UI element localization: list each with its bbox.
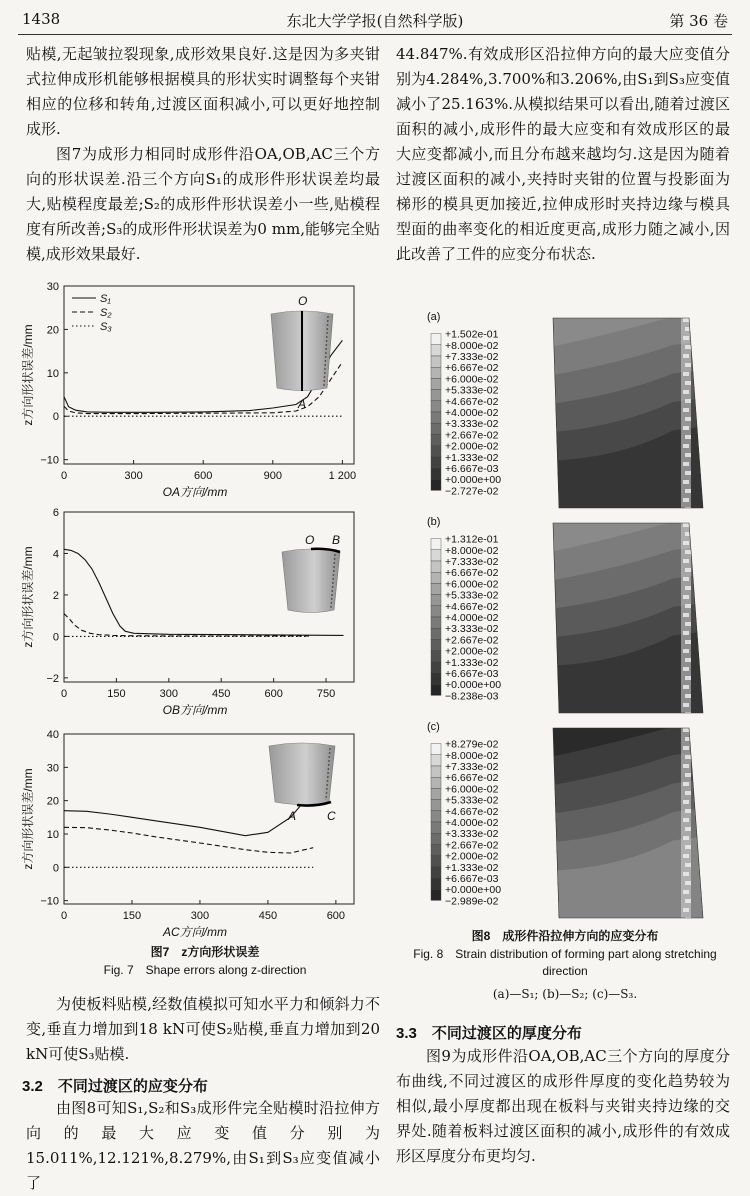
legend-label: S₁ — [100, 293, 111, 305]
y-tick-label: 4 — [52, 548, 59, 561]
x-tick-label: 600 — [264, 688, 283, 700]
legend-value: +7.333e-02 — [445, 351, 499, 363]
clamp-mark — [683, 703, 689, 707]
x-tick-label: 300 — [190, 910, 210, 922]
legend-color-band — [431, 651, 441, 662]
fig8-caption-en: Fig. 8 Strain distribution of forming part along stretching direction — [413, 947, 717, 978]
clamp-mark — [683, 480, 689, 484]
legend-color-band — [431, 684, 441, 695]
legend-value: +8.000e-02 — [445, 749, 499, 762]
clamp-mark — [683, 426, 689, 430]
clamp-mark — [683, 559, 689, 563]
legend-value: +1.502e-01 — [445, 328, 499, 341]
clamp-mark — [683, 667, 689, 671]
journal-title: 东北大学学报(自然科学版) — [286, 12, 464, 30]
legend-value: +3.333e-02 — [445, 828, 499, 841]
clamp-mark — [683, 854, 689, 858]
clamp-mark — [685, 712, 691, 716]
clamp-mark — [683, 595, 689, 599]
legend-color-band — [431, 434, 441, 445]
legend-color-band — [431, 867, 441, 878]
strain-contour-plot — [553, 313, 703, 512]
legend-color-band — [431, 800, 441, 811]
fig7-caption-zh: 图7 z方向形状误差 — [150, 945, 260, 959]
legend-value: +0.000e+00 — [445, 474, 502, 487]
left-paragraph-4-block — [26, 1096, 380, 1196]
clamp-mark — [685, 694, 691, 698]
clamp-mark — [685, 345, 691, 349]
x-tick-label: 450 — [258, 910, 278, 922]
legend-color-band — [431, 889, 441, 900]
clamp-mark — [685, 622, 691, 626]
y-tick-label: 0 — [52, 411, 59, 424]
legend-value: +4.000e-02 — [445, 407, 499, 419]
clamp-mark — [683, 462, 689, 466]
legend-value: +6.667e-03 — [445, 873, 499, 885]
fig7-panel-3 — [20, 729, 354, 939]
legend-color-band — [431, 572, 441, 583]
clamp-mark — [683, 872, 689, 876]
legend-value: +2.667e-02 — [445, 839, 499, 852]
legend-value: +4.000e-02 — [445, 817, 499, 829]
clamp-mark — [683, 631, 689, 635]
legend-value: +4.667e-02 — [445, 805, 499, 818]
clamp-mark — [685, 755, 691, 759]
clamp-mark — [683, 818, 689, 822]
inset-point-A: A — [288, 809, 297, 823]
right-top-text — [396, 42, 730, 267]
clamp-mark — [685, 658, 691, 662]
legend-value: +6.000e-02 — [445, 373, 499, 386]
legend-color-band — [431, 334, 441, 345]
clamp-mark — [683, 728, 689, 732]
left-paragraph-1: 贴模,无起皱拉裂现象,成形效果良好.这是因为多夹钳式拉伸成形机能够根据模具的形状实时调整每个夹钳相应的位移和转角,过渡区面积减小,可以更好地控制成形. — [26, 45, 380, 138]
clamp-mark — [685, 507, 691, 511]
panel-label: (c) — [427, 721, 440, 733]
legend-color-band — [431, 539, 441, 550]
legend-color-band — [431, 367, 441, 378]
clamp-mark — [685, 676, 691, 680]
formed-part-inset — [269, 743, 335, 805]
legend-value: +6.000e-02 — [445, 578, 499, 591]
legend-color-band — [431, 479, 441, 490]
x-tick-label: 900 — [263, 470, 282, 482]
y-tick-label: 2 — [52, 589, 59, 602]
legend-value: +8.000e-02 — [445, 339, 499, 352]
legend-value: +3.333e-02 — [445, 623, 499, 636]
x-axis-label: OA方向/mm — [162, 485, 228, 499]
clamp-mark — [683, 890, 689, 894]
clamp-mark — [683, 408, 689, 412]
legend-value: +2.667e-02 — [445, 634, 499, 647]
y-tick-label: 10 — [46, 829, 59, 841]
right-paragraph-1: 44.847%.有效成形区沿拉伸方向的最大应变值分别为4.284%,3.700%和3.206%,由S₁到S₃应变值减小了25.163%.从模拟结果可以看出,随着过渡区面积的减小,成形件的最大应变和有效成形区的最大应变都减小,而且分布越来越均匀.这是因为随着过渡区面积的减小,夹持时夹钳的位置与投影面为梯形的模具更加接近,拉伸成形时夹持边缘与模具型面的曲率变化的相近度更高,成形力随之减小,因此改善了工件的应变分布状态. — [396, 45, 730, 263]
legend-value: +4.667e-02 — [445, 600, 499, 613]
legend-color-band — [431, 673, 441, 684]
legend-value: +1.333e-02 — [445, 451, 499, 464]
legend-color-band — [431, 345, 441, 356]
legend-color-band — [431, 446, 441, 457]
clamp-mark — [685, 363, 691, 367]
clamp-mark — [685, 453, 691, 457]
legend-value: +1.333e-02 — [445, 861, 499, 874]
clamp-mark — [683, 390, 689, 394]
legend-color-band — [431, 595, 441, 606]
legend-value: +1.333e-02 — [445, 656, 499, 669]
legend-color-band — [431, 550, 441, 561]
series-line-2 — [64, 614, 309, 636]
legend-color-band — [431, 856, 441, 867]
legend-value: +8.000e-02 — [445, 544, 499, 557]
legend-color-band — [431, 788, 441, 799]
clamp-mark — [685, 417, 691, 421]
y-tick-label: −2 — [46, 672, 59, 685]
right-paragraph-2: 图9为成形件沿OA,OB,AC三个方向的厚度分布曲线,不同过渡区的成形件厚度的变化趋势较为相似,最小厚度都出现在板料与夹钳夹持边缘的交界处.随着板料过渡区面积的减小,成形件的有效成形区厚度分布更均匀. — [396, 1047, 730, 1165]
clamp-mark — [685, 917, 691, 921]
left-paragraph-4: 由图8可知S₁,S₂和S₃成形件完全贴模时沿拉伸方向的最大应变值分别为15.011%,12.121%,8.279%,由S₁到S₃应变值减小了 — [26, 1099, 380, 1192]
clamp-mark — [683, 908, 689, 912]
clamp-mark — [685, 881, 691, 885]
section-3-3-heading: 3.3 不同过渡区的厚度分布 — [396, 1025, 582, 1042]
clamp-mark — [685, 399, 691, 403]
legend-label: S₃ — [100, 321, 112, 333]
legend-value: +2.000e-02 — [445, 850, 499, 863]
clamp-mark — [683, 336, 689, 340]
legend-value: +5.333e-02 — [445, 589, 499, 602]
left-paragraph-3: 为使板料贴模,经数值模拟可知水平力和倾斜力不变,垂直力增加到18 kN可使S₂贴模,垂直力增加到20 kN可使S₃贴模. — [26, 995, 380, 1063]
legend-color-band — [431, 356, 441, 367]
fig8-panel-a — [427, 311, 703, 511]
clamp-mark — [685, 586, 691, 590]
clamp-mark — [685, 568, 691, 572]
series-line-2 — [64, 827, 313, 853]
y-tick-label: 20 — [46, 324, 59, 337]
legend-value: +6.000e-02 — [445, 783, 499, 796]
y-axis-label: z方向形状误差/mm — [21, 324, 35, 426]
clamp-mark — [683, 649, 689, 653]
legend-label: S₂ — [100, 307, 112, 319]
y-tick-label: 40 — [46, 729, 59, 741]
y-tick-label: 30 — [46, 762, 59, 775]
x-axis-label: OB方向/mm — [162, 703, 228, 717]
x-tick-label: 150 — [107, 688, 126, 700]
clamp-mark — [685, 489, 691, 493]
clamp-mark — [683, 836, 689, 840]
legend-value: +6.667e-02 — [445, 567, 499, 580]
clamp-mark — [685, 550, 691, 554]
clamp-mark — [683, 318, 689, 322]
clamp-mark — [683, 354, 689, 358]
y-axis-label: z方向形状误差/mm — [21, 546, 35, 648]
inset-point-B: B — [332, 533, 341, 547]
fig7-charts — [20, 278, 390, 939]
y-tick-label: −10 — [40, 895, 59, 908]
legend-color-band — [431, 412, 441, 423]
clamp-mark — [683, 746, 689, 750]
clamp-mark — [683, 523, 689, 527]
fig8-panel-b — [427, 516, 703, 716]
inset-point-C: C — [327, 809, 336, 823]
volume-label: 第 36 卷 — [669, 12, 728, 30]
clamp-mark — [685, 845, 691, 849]
x-tick-label: 600 — [326, 910, 346, 922]
clamp-mark — [683, 541, 689, 545]
legend-color-band — [431, 777, 441, 788]
clamp-mark — [685, 809, 691, 813]
x-tick-label: 0 — [60, 910, 68, 922]
x-tick-label: 1 200 — [328, 470, 357, 482]
clamp-mark — [683, 685, 689, 689]
strain-contour-plot — [553, 723, 703, 922]
legend-color-band — [431, 833, 441, 844]
y-tick-label: 6 — [52, 507, 59, 519]
legend-value: +0.000e+00 — [445, 884, 502, 897]
legend-value: +8.279e-02 — [445, 738, 499, 751]
x-tick-label: 450 — [212, 688, 231, 700]
legend-color-band — [431, 583, 441, 594]
legend-value: +3.333e-02 — [445, 418, 499, 431]
fig8-panel-c — [427, 721, 703, 921]
header-rule — [18, 34, 732, 35]
legend-value: +4.000e-02 — [445, 612, 499, 624]
clamp-mark — [683, 577, 689, 581]
left-paragraph-2: 图7为成形力相同时成形件沿OA,OB,AC三个方向的形状误差.沿三个方向S₁的成形件形状误差均最大,贴模程度最差;S₂的成形件形状误差小一些,贴模程度有所改善;S₃的成形件形状误差为0 mm,能够完全贴模,成形效果最好. — [26, 145, 380, 263]
clamp-mark — [685, 827, 691, 831]
left-bottom-text — [26, 992, 380, 1067]
x-tick-label: 150 — [122, 910, 142, 922]
legend-color-band — [431, 561, 441, 572]
x-tick-label: 0 — [60, 470, 68, 482]
fig8-subcaption: (a)—S₁; (b)—S₂; (c)—S₃. — [492, 987, 638, 1001]
y-tick-label: −10 — [40, 454, 59, 467]
legend-value: +6.667e-02 — [445, 362, 499, 375]
legend-color-band — [431, 617, 441, 628]
legend-color-band — [431, 390, 441, 401]
legend-value: +0.000e+00 — [445, 679, 502, 692]
legend-color-band — [431, 606, 441, 617]
clamp-mark — [683, 613, 689, 617]
fig7-caption-en: Fig. 7 Shape errors along z-direction — [103, 963, 307, 977]
clamp-mark — [683, 444, 689, 448]
legend-color-band — [431, 811, 441, 822]
clamp-mark — [685, 863, 691, 867]
legend-color-band — [431, 423, 441, 434]
legend-value: +7.333e-02 — [445, 556, 499, 568]
fig8-contours — [425, 308, 725, 926]
y-axis-label: z方向形状误差/mm — [21, 768, 35, 870]
x-tick-label: 750 — [316, 688, 336, 700]
legend-value: +2.000e-02 — [445, 645, 499, 658]
panel-label: (a) — [427, 311, 441, 323]
fig7-panel-2 — [20, 507, 354, 717]
legend-value: +1.312e-01 — [445, 533, 499, 546]
y-tick-label: 0 — [52, 631, 59, 644]
legend-value: +6.667e-03 — [445, 463, 499, 475]
y-tick-label: 10 — [46, 367, 59, 380]
legend-value: −2.727e-02 — [445, 485, 499, 498]
legend-color-band — [431, 744, 441, 755]
legend-value: +2.000e-02 — [445, 440, 499, 453]
legend-color-band — [431, 822, 441, 833]
x-tick-label: 300 — [124, 470, 143, 482]
page-number: 1438 — [22, 10, 61, 28]
clamp-mark — [685, 435, 691, 439]
legend-value: −8.238e-03 — [445, 690, 499, 703]
x-tick-label: 600 — [194, 470, 213, 482]
legend-value: +5.333e-02 — [445, 384, 499, 397]
clamp-mark — [685, 604, 691, 608]
x-tick-label: 300 — [159, 688, 178, 700]
y-tick-label: 30 — [46, 281, 59, 293]
x-tick-label: 0 — [60, 688, 68, 700]
legend-value: +4.667e-02 — [445, 395, 499, 408]
clamp-mark — [683, 764, 689, 768]
legend-value: +2.667e-02 — [445, 429, 499, 442]
left-top-text — [26, 42, 380, 267]
legend-color-band — [431, 378, 441, 389]
legend-value: +6.667e-03 — [445, 668, 499, 680]
legend-value: +7.333e-02 — [445, 761, 499, 773]
clamp-mark — [683, 782, 689, 786]
panel-label: (b) — [427, 516, 441, 528]
clamp-mark — [685, 471, 691, 475]
x-axis-label: AC方向/mm — [163, 925, 227, 939]
legend-value: +6.667e-02 — [445, 772, 499, 785]
y-tick-label: 0 — [52, 862, 59, 875]
clamp-mark — [685, 791, 691, 795]
clamp-mark — [685, 773, 691, 777]
legend-color-band — [431, 844, 441, 855]
legend-color-band — [431, 457, 441, 468]
clamp-mark — [683, 498, 689, 502]
legend-color-band — [431, 662, 441, 673]
legend-color-band — [431, 878, 441, 889]
legend-color-band — [431, 401, 441, 412]
legend-color-band — [431, 766, 441, 777]
legend-color-band — [431, 755, 441, 766]
clamp-mark — [685, 381, 691, 385]
clamp-mark — [683, 372, 689, 376]
clamp-mark — [685, 899, 691, 903]
legend-color-band — [431, 468, 441, 479]
strain-contour-plot — [553, 518, 703, 717]
legend-color-band — [431, 628, 441, 639]
fig7-panel-1 — [20, 281, 356, 499]
legend-value: +5.333e-02 — [445, 794, 499, 807]
inset-point-O: O — [305, 533, 315, 547]
section-3-2-heading: 3.2 不同过渡区的应变分布 — [22, 1078, 208, 1095]
inset-point-O: O — [298, 294, 308, 308]
legend-color-band — [431, 639, 441, 650]
inset-point-A: A — [298, 397, 307, 411]
y-tick-label: 20 — [46, 795, 59, 808]
right-bottom-text — [396, 1044, 730, 1169]
clamp-mark — [685, 640, 691, 644]
fig8-caption-zh: 图8 成形件沿拉伸方向的应变分布 — [471, 929, 659, 943]
clamp-mark — [683, 800, 689, 804]
legend-value: −2.989e-02 — [445, 895, 499, 908]
